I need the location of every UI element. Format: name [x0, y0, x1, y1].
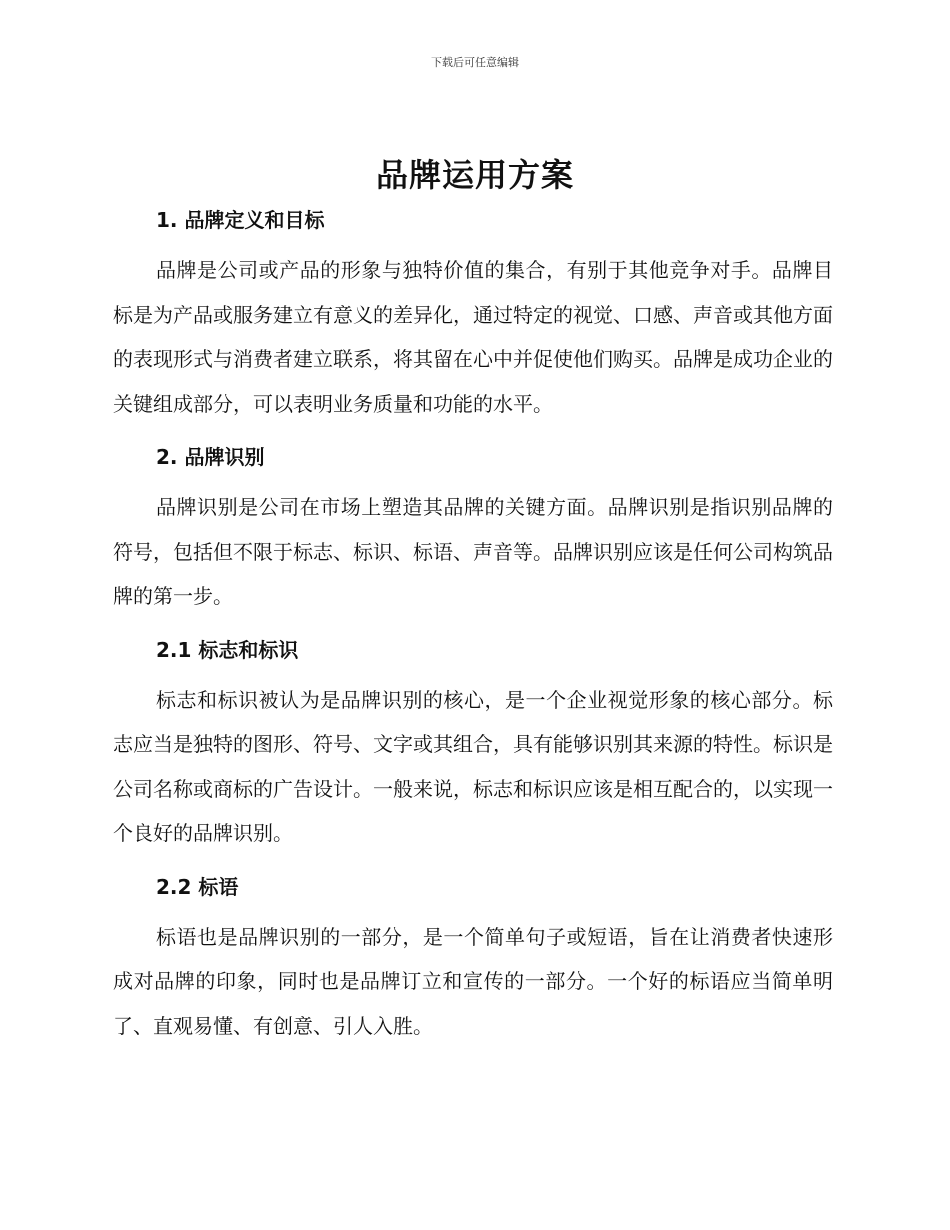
document-body: [113, 204, 833, 1048]
section-paragraph: 品牌是公司或产品的形象与独特价值的集合，有别于其他竞争对手。品牌目标是为产品或服务建立有意义的差异化，通过特定的视觉、口感、声音或其他方面的表现形式与消费者建立联系，将其留在心中并促使他们购买。品牌是成功企业的关键组成部分，可以表明业务质量和功能的水平。: [113, 258, 833, 416]
section-slogan: [113, 871, 833, 1049]
section-brand-definition: [113, 204, 833, 441]
header-note: 下载后可任意编辑: [431, 56, 519, 69]
section-heading: 2. 品牌识别: [156, 445, 265, 469]
section-heading: 1. 品牌定义和目标: [156, 208, 325, 232]
document-title: 品牌运用方案: [375, 156, 574, 194]
section-paragraph: 标语也是品牌识别的一部分，是一个简单句子或短语，旨在让消费者快速形成对品牌的印象，同时也是品牌订立和宣传的一部分。一个好的标语应当简单明了、直观易懂、有创意、引人入胜。: [113, 924, 833, 1038]
section-paragraph: 品牌识别是公司在市场上塑造其品牌的关键方面。品牌识别是指识别品牌的符号，包括但不限于标志、标识、标语、声音等。品牌识别应该是任何公司构筑品牌的第一步。: [113, 495, 833, 608]
section-heading: 2.1 标志和标识: [156, 637, 299, 662]
section-logo-and-mark: [113, 634, 833, 871]
section-heading: 2.2 标语: [156, 874, 239, 899]
section-paragraph: 标志和标识被认为是品牌识别的核心，是一个企业视觉形象的核心部分。标志应当是独特的图形、符号、文字或其组合，具有能够识别其来源的特性。标识是公司名称或商标的广告设计。一般来说，标志和标识应该是相互配合的，以实现一个良好的品牌识别。: [113, 687, 833, 845]
section-brand-identity: [113, 441, 833, 634]
